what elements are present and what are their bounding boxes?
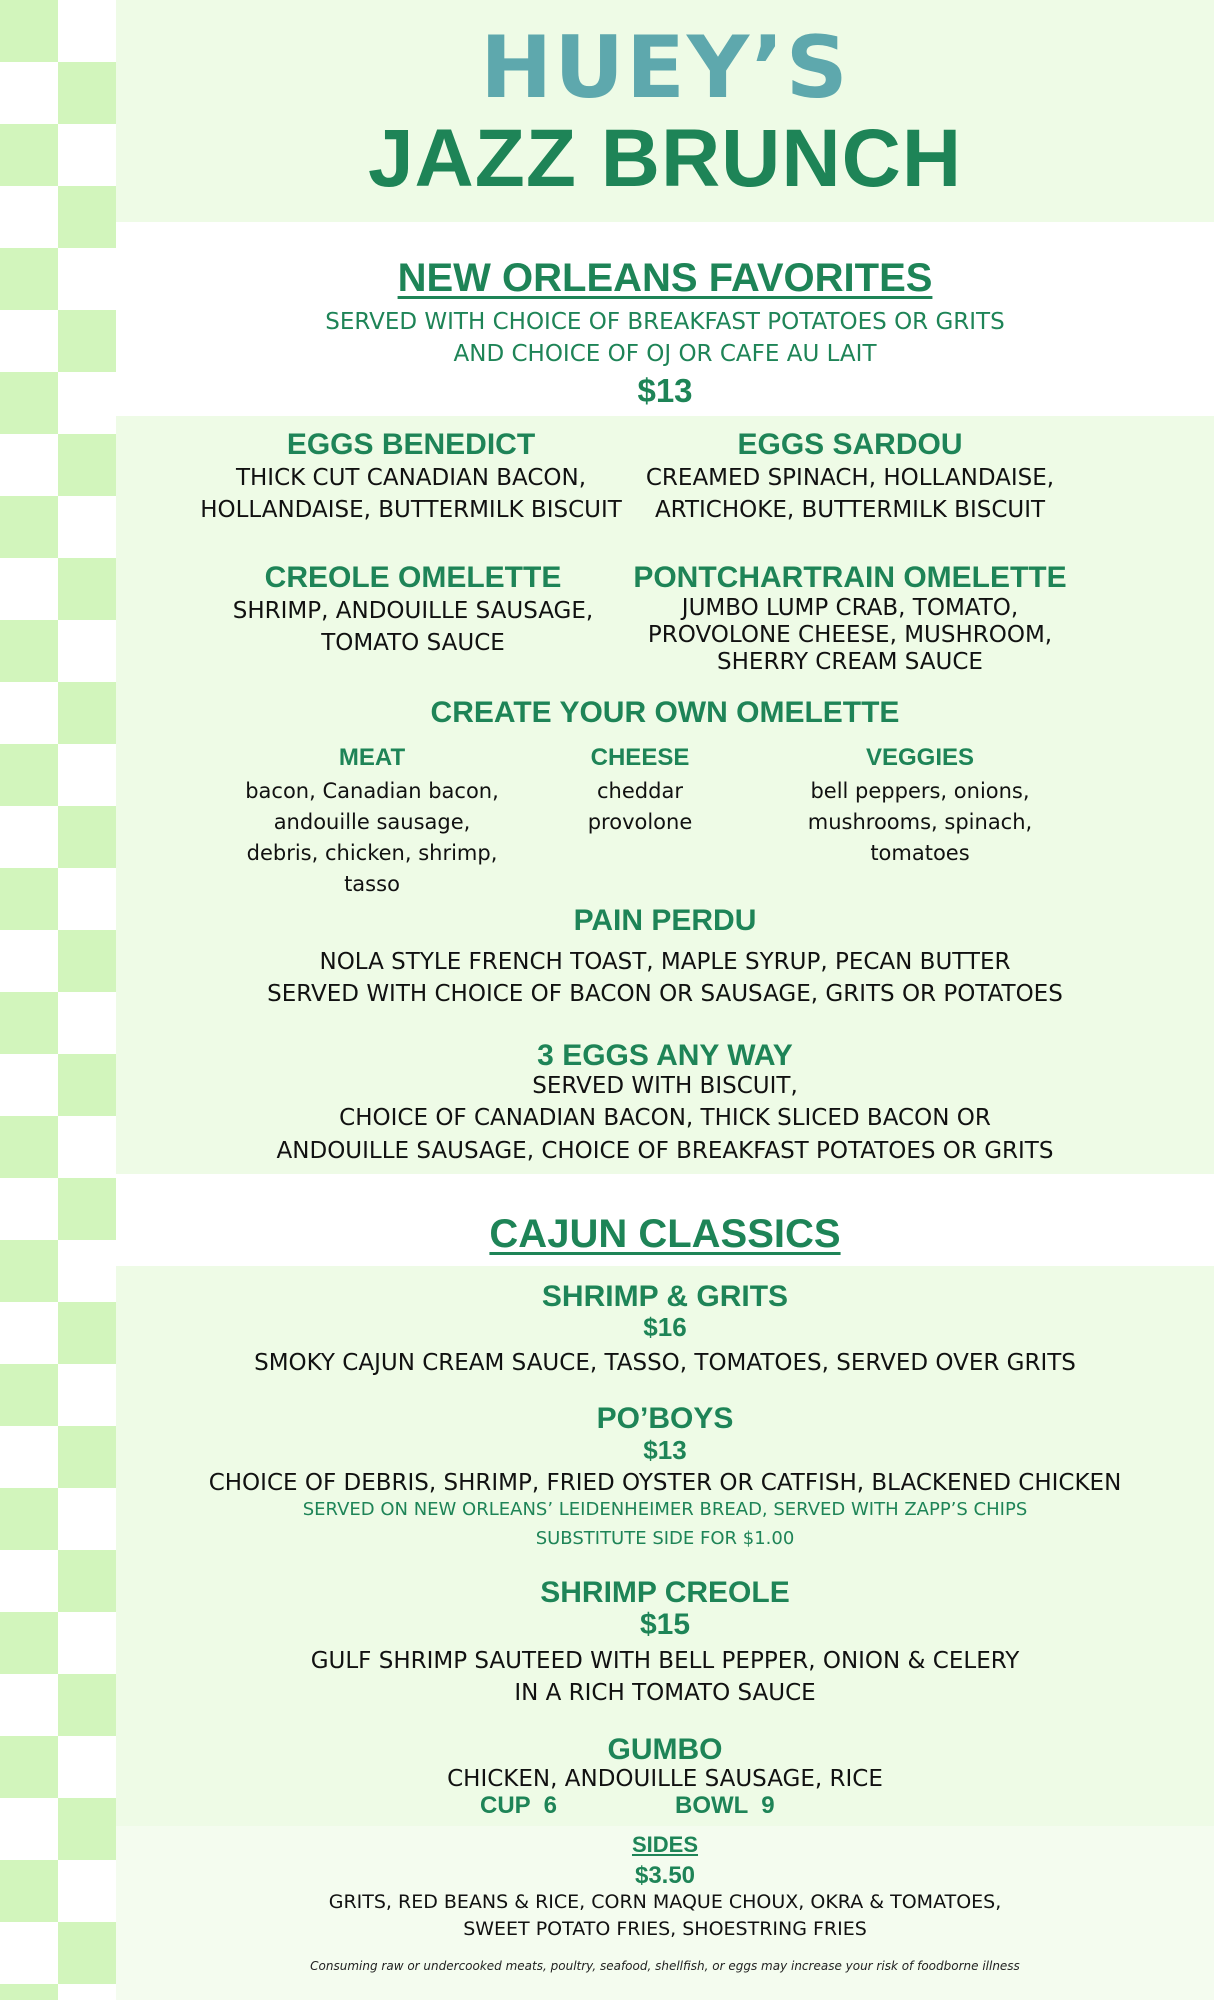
option-label: MEAT xyxy=(338,744,406,771)
checker-square xyxy=(0,868,58,930)
checker-square xyxy=(58,806,116,868)
option-label: CHEESE xyxy=(590,744,690,771)
dish-name-shrimp-grits: SHRIMP & GRITS xyxy=(541,1280,789,1313)
dish-description-three-eggs: SERVED WITH BISCUIT, xyxy=(532,1073,798,1099)
section-heading-new-orleans: NEW ORLEANS FAVORITES xyxy=(397,256,933,300)
checker-square xyxy=(58,434,116,496)
checker-square xyxy=(58,682,116,744)
dish-description-gumbo: CHICKEN, ANDOUILLE SAUSAGE, RICE xyxy=(447,1766,883,1792)
favorites-note-line2: AND CHOICE OF OJ OR CAFE AU LAIT xyxy=(453,341,877,367)
poboys-note: SERVED ON NEW ORLEANS’ LEIDENHEIMER BREAD, SERVED WITH ZAPP’S CHIPS xyxy=(302,1499,1028,1520)
checker-square xyxy=(58,186,116,248)
checker-square xyxy=(0,1736,58,1798)
option-item: debris, chicken, shrimp, xyxy=(246,841,498,865)
poboys-note: SUBSTITUTE SIDE FOR $1.00 xyxy=(535,1528,795,1549)
dish-name-three-eggs: 3 EGGS ANY WAY xyxy=(537,1039,793,1072)
checker-square xyxy=(0,372,58,434)
checker-square xyxy=(0,124,58,186)
checker-square xyxy=(58,62,116,124)
checker-square xyxy=(0,1612,58,1674)
dish-description: THICK CUT CANADIAN BACON, xyxy=(235,465,587,491)
dish-description: PROVOLONE CHEESE, MUSHROOM, xyxy=(647,622,1053,648)
checker-square xyxy=(0,992,58,1054)
dish-description: JUMBO LUMP CRAB, TOMATO, xyxy=(681,595,1019,621)
checker-square xyxy=(0,620,58,682)
dish-description-poboys: CHOICE OF DEBRIS, SHRIMP, FRIED OYSTER OR CATFISH, BLACKENED CHICKEN xyxy=(208,1470,1122,1496)
checker-square xyxy=(58,558,116,620)
checker-square xyxy=(58,310,116,372)
checker-square xyxy=(0,1488,58,1550)
omelette-option-cheese xyxy=(540,744,740,838)
dish-description: SHERRY CREAM SAUCE xyxy=(717,649,983,675)
dish-name: EGGS BENEDICT xyxy=(286,428,536,461)
checker-square xyxy=(0,1984,58,2000)
checker-square xyxy=(58,1922,116,1984)
menu-item-creole-omelette xyxy=(193,561,633,659)
sides-description: GRITS, RED BEANS & RICE, CORN MAQUE CHOUX, OKRA & TOMATOES, xyxy=(328,1891,1002,1913)
dish-description-shrimp-grits: SMOKY CAJUN CREAM SAUCE, TASSO, TOMATOES, SERVED OVER GRITS xyxy=(254,1350,1076,1376)
option-item: tomatoes xyxy=(870,841,970,865)
dish-name: PONTCHARTRAIN OMELETTE xyxy=(633,561,1067,594)
omelette-option-veggies xyxy=(780,744,1060,869)
favorites-price: $13 xyxy=(637,372,693,409)
dish-description: ARTICHOKE, BUTTERMILK BISCUIT xyxy=(654,497,1046,523)
option-item: bacon, Canadian bacon, xyxy=(245,779,499,803)
checker-square xyxy=(58,1054,116,1116)
dish-description-shrimp-creole: GULF SHRIMP SAUTEED WITH BELL PEPPER, ONION & CELERY xyxy=(310,1648,1020,1674)
checker-square xyxy=(0,744,58,806)
checker-square xyxy=(58,1550,116,1612)
option-item: cheddar xyxy=(597,779,683,803)
dish-price-shrimp-creole: $15 xyxy=(639,1608,691,1641)
menu-item-eggs-benedict xyxy=(176,428,646,526)
menu-item-eggs-sardou xyxy=(630,428,1070,526)
dish-price-poboys: $13 xyxy=(643,1435,687,1465)
checker-square xyxy=(0,0,58,62)
dish-description-shrimp-creole: IN A RICH TOMATO SAUCE xyxy=(514,1680,816,1706)
brand-name: HUEY’S xyxy=(480,18,850,118)
checker-square xyxy=(58,1178,116,1240)
dish-description-three-eggs: ANDOUILLE SAUSAGE, CHOICE OF BREAKFAST POTATOES OR GRITS xyxy=(276,1138,1054,1164)
sides-price: $3.50 xyxy=(634,1862,696,1889)
checker-square xyxy=(0,1364,58,1426)
option-item: andouille sausage, xyxy=(273,810,471,834)
omelette-option-meat xyxy=(222,744,522,900)
sides-heading: SIDES xyxy=(631,1832,699,1857)
dish-name-pain-perdu: PAIN PERDU xyxy=(573,904,757,937)
checker-square xyxy=(0,248,58,310)
dish-name: CREOLE OMELETTE xyxy=(264,561,562,594)
dish-description-three-eggs: CHOICE OF CANADIAN BACON, THICK SLICED BACON OR xyxy=(339,1105,991,1131)
food-safety-disclaimer: Consuming raw or undercooked meats, poultry, seafood, shellfish, or eggs may increase your risk of foodborne illness xyxy=(310,1959,1020,1973)
checker-square xyxy=(0,1240,58,1302)
dish-description-pain-perdu: NOLA STYLE FRENCH TOAST, MAPLE SYRUP, PECAN BUTTER xyxy=(319,949,1011,975)
dish-description-pain-perdu: SERVED WITH CHOICE OF BACON OR SAUSAGE, GRITS OR POTATOES xyxy=(267,981,1063,1007)
checkerboard-border xyxy=(0,0,116,2000)
dish-name-shrimp-creole: SHRIMP CREOLE xyxy=(540,1576,790,1609)
option-item: bell peppers, onions, xyxy=(810,779,1030,803)
dish-description: SHRIMP, ANDOUILLE SAUSAGE, xyxy=(232,598,594,624)
checker-square xyxy=(58,1302,116,1364)
dish-name-poboys: PO’BOYS xyxy=(596,1402,734,1435)
checker-square xyxy=(58,1674,116,1736)
dish-price-shrimp-grits: $16 xyxy=(643,1312,687,1342)
checker-square xyxy=(58,1798,116,1860)
dish-name: EGGS SARDOU xyxy=(737,428,963,461)
section-heading-cajun: CAJUN CLASSICS xyxy=(489,1212,841,1256)
option-item: provolone xyxy=(587,810,693,834)
checker-square xyxy=(0,1116,58,1178)
dish-name-gumbo: GUMBO xyxy=(607,1733,723,1766)
checker-square xyxy=(58,930,116,992)
gumbo-bowl-price: BOWL 9 xyxy=(675,1792,775,1819)
dish-name-create-omelette: CREATE YOUR OWN OMELETTE xyxy=(430,696,900,729)
page-title: JAZZ BRUNCH xyxy=(367,113,963,204)
menu-item-pontchartrain-omelette xyxy=(610,561,1090,676)
dish-description: HOLLANDAISE, BUTTERMILK BISCUIT xyxy=(200,497,622,523)
dish-description: CREAMED SPINACH, HOLLANDAISE, xyxy=(645,465,1055,491)
option-label: VEGGIES xyxy=(865,744,975,771)
checker-square xyxy=(0,496,58,558)
sides-description: SWEET POTATO FRIES, SHOESTRING FRIES xyxy=(463,1918,867,1940)
option-item: tasso xyxy=(344,872,400,896)
dish-description: TOMATO SAUCE xyxy=(321,630,505,656)
checker-square xyxy=(58,1426,116,1488)
gumbo-cup-price: CUP 6 xyxy=(480,1792,557,1819)
favorites-note-line1: SERVED WITH CHOICE OF BREAKFAST POTATOES OR GRITS xyxy=(325,309,1005,335)
checker-square xyxy=(0,1860,58,1922)
option-item: mushrooms, spinach, xyxy=(807,810,1033,834)
